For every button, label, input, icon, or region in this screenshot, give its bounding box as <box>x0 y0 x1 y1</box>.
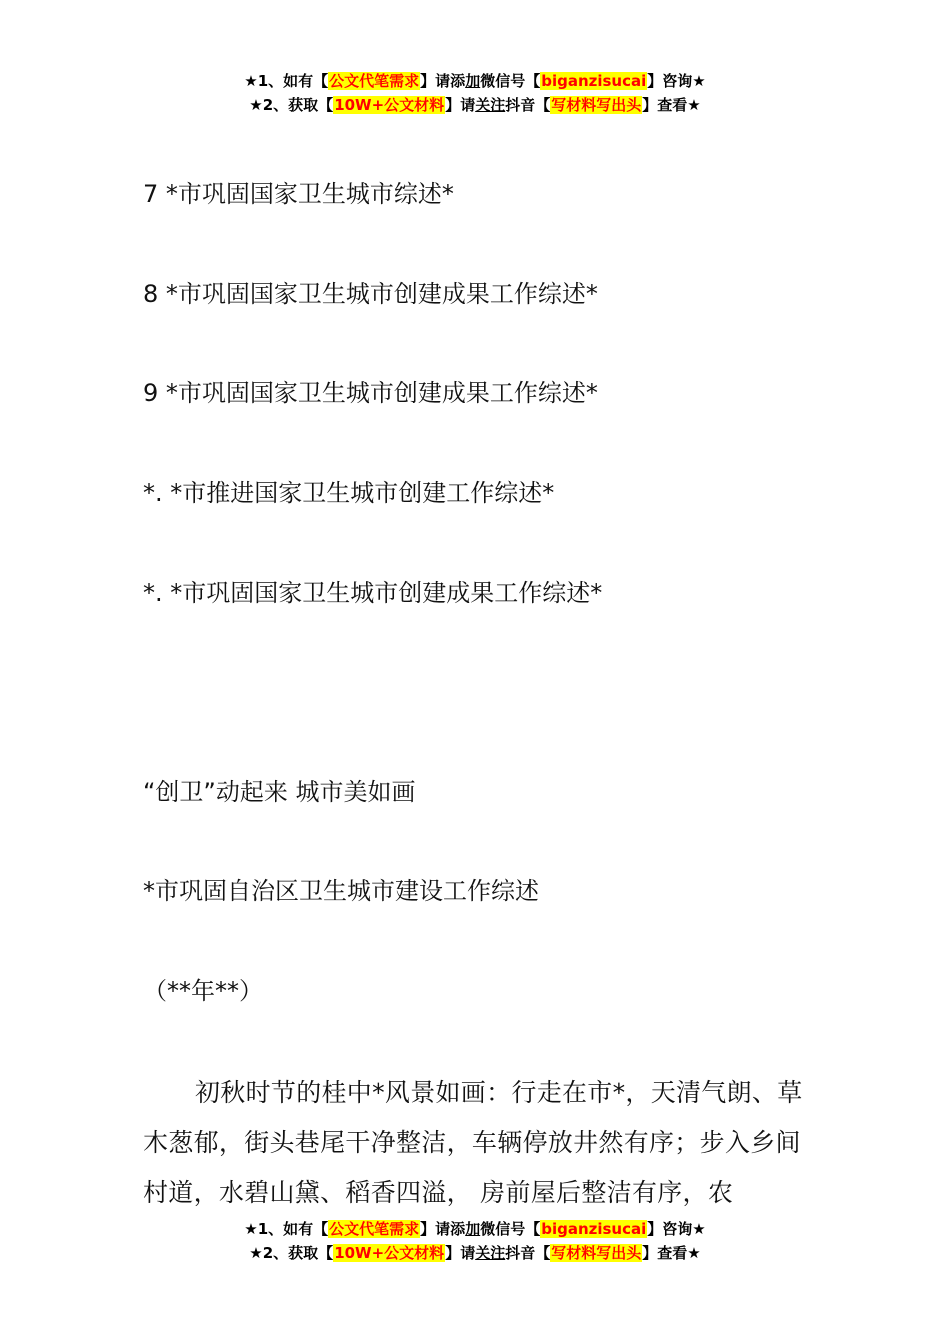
article-headline: “创卫”动起来 城市美如画 <box>143 778 416 806</box>
article-date: （**年**） <box>143 977 263 1005</box>
highlight-materials: 10W+公文材料 <box>334 1244 445 1262</box>
banner-text: 抖音【 <box>505 1244 551 1262</box>
banner-line-2 <box>0 93 950 117</box>
highlight-wechat-id: biganzisucai <box>541 1220 647 1238</box>
article-subtitle: *市巩固自治区卫生城市建设工作综述 <box>143 877 539 905</box>
article-body: 初秋时节的桂中*风景如画：行走在市*，天清气朗、草木葱郁，街头巷尾干净整洁，车辆停放井然有序；步入乡间村道，水碧山黛、稻香四溢， 房前屋后整洁有序，农 <box>143 1078 803 1207</box>
banner-underlined: 关注 <box>475 96 506 114</box>
banner-text: 】请添 <box>420 72 466 90</box>
banner-text: ★1、如有【 <box>244 72 329 90</box>
banner-underlined: 加 <box>465 72 481 90</box>
toc-item: *. *市推进国家卫生城市创建工作综述* <box>143 479 555 507</box>
header-banner <box>0 69 950 117</box>
banner-text: 】请添 <box>420 1220 466 1238</box>
banner-text: 】请 <box>445 96 476 114</box>
banner-text: ★2、获取【 <box>249 1244 334 1262</box>
banner-text: ★1、如有【 <box>244 1220 329 1238</box>
banner-line-2 <box>0 1241 950 1265</box>
banner-text: ★2、获取【 <box>249 96 334 114</box>
highlight-service: 公文代笔需求 <box>329 1220 420 1238</box>
highlight-service: 公文代笔需求 <box>329 72 420 90</box>
toc-item: 9 *市巩固国家卫生城市创建成果工作综述* <box>143 379 598 407</box>
highlight-douyin-name: 写材料写出头 <box>551 96 642 114</box>
banner-text: 抖音【 <box>505 96 551 114</box>
footer-banner <box>0 1217 950 1265</box>
toc-item: *. *市巩固国家卫生城市创建成果工作综述* <box>143 579 603 607</box>
banner-underlined: 加 <box>465 1220 481 1238</box>
highlight-douyin-name: 写材料写出头 <box>551 1244 642 1262</box>
banner-text: 】咨询★ <box>647 1220 706 1238</box>
banner-text: 微信号【 <box>480 72 541 90</box>
highlight-wechat-id: biganzisucai <box>541 72 647 90</box>
banner-text: 】请 <box>445 1244 476 1262</box>
banner-text: 微信号【 <box>480 1220 541 1238</box>
toc-item: 8 *市巩固国家卫生城市创建成果工作综述* <box>143 280 598 308</box>
banner-line-1 <box>0 1217 950 1241</box>
banner-line-1 <box>0 69 950 93</box>
banner-text: 】查看★ <box>642 96 701 114</box>
banner-underlined: 关注 <box>475 1244 506 1262</box>
banner-text: 】咨询★ <box>647 72 706 90</box>
toc-item: 7 *市巩固国家卫生城市综述* <box>143 180 454 208</box>
banner-text: 】查看★ <box>642 1244 701 1262</box>
highlight-materials: 10W+公文材料 <box>334 96 445 114</box>
